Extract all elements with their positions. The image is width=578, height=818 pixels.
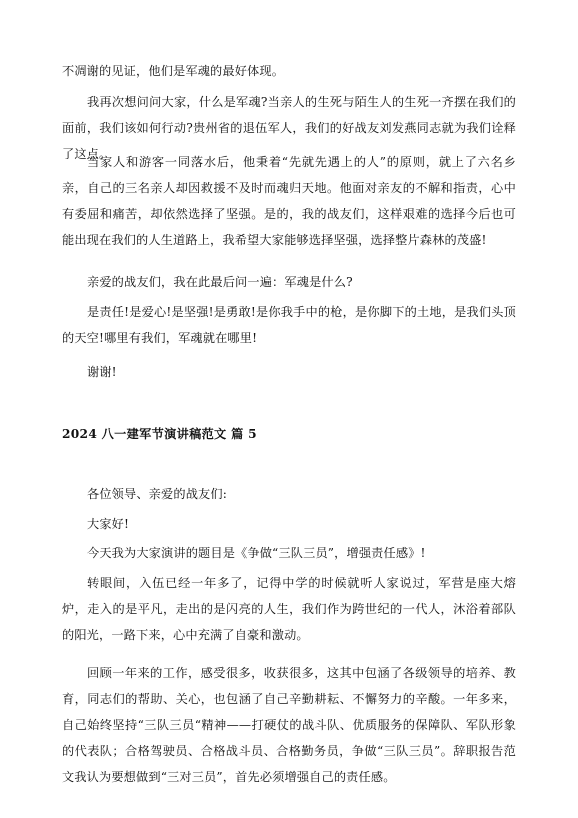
paragraph: 我再次想问问大家，什么是军魂?当亲人的生死与陌生人的生死一齐摆在我们的面前，我们该如何行动?贵州省的退伍军人，我们的好战友刘发燕同志就为我们诠释了这点。 xyxy=(62,95,516,161)
paragraph: 亲爱的战友们，我在此最后问一遍：军魂是什么? xyxy=(87,275,353,289)
paragraph: 回顾一年来的工作，感受很多，收获很多，这其中包涵了各级领导的培养、教育，同志们的帮助、关心，也包涵了自己辛勤耕耘、不懈努力的辛酸。一年多来，自己始终坚持“三队三员“精神——打硬仗的战斗队、优质服务的保障队、军队形象的代表队；合格驾驶员、合格战斗员、合格勤务员，争做“三队三员”。辞职报告范文我认为要想做到“三对三员”，首先必须增强自己的责任感。 xyxy=(62,666,516,784)
paragraph: 是责任!是爱心!是坚强!是勇敢!是你我手中的枪，是你脚下的土地，是我们头顶的天空!哪里有我们，军魂就在哪里! xyxy=(62,305,516,345)
paragraph: 当家人和游客一同落水后，他秉着“先就先遇上的人”的原则，就上了六名乡亲，自己的三名亲人却因救援不及时而魂归天地。他面对亲友的不解和指责，心中有委屈和痛苦，却依然选择了坚强。是的，我的战友们，这样艰难的选择今后也可能出现在我们的人生道路上，我希望大家能够选择坚强，选择整片森林的茂盛! xyxy=(62,155,516,247)
paragraph: 谢谢! xyxy=(87,365,117,379)
paragraph: 大家好! xyxy=(87,517,130,531)
paragraph: 不凋谢的见证，他们是军魂的最好体现。 xyxy=(62,64,285,78)
section-heading: 2024 八一建军节演讲稿范文 篇 5 xyxy=(62,427,257,441)
paragraph: 转眼间，入伍已经一年多了，记得中学的时候就听人家说过，军营是座大熔炉，走入的是平凡，走出的是闪亮的人生，我们作为跨世纪的一代人，沐浴着部队的阳光，一路下来，心中充满了自豪和激动。 xyxy=(62,576,516,642)
paragraph: 今天我为大家演讲的题目是《争做“三队三员”，增强责任感》! xyxy=(87,546,426,560)
paragraph: 各位领导、亲爱的战友们: xyxy=(87,487,227,501)
